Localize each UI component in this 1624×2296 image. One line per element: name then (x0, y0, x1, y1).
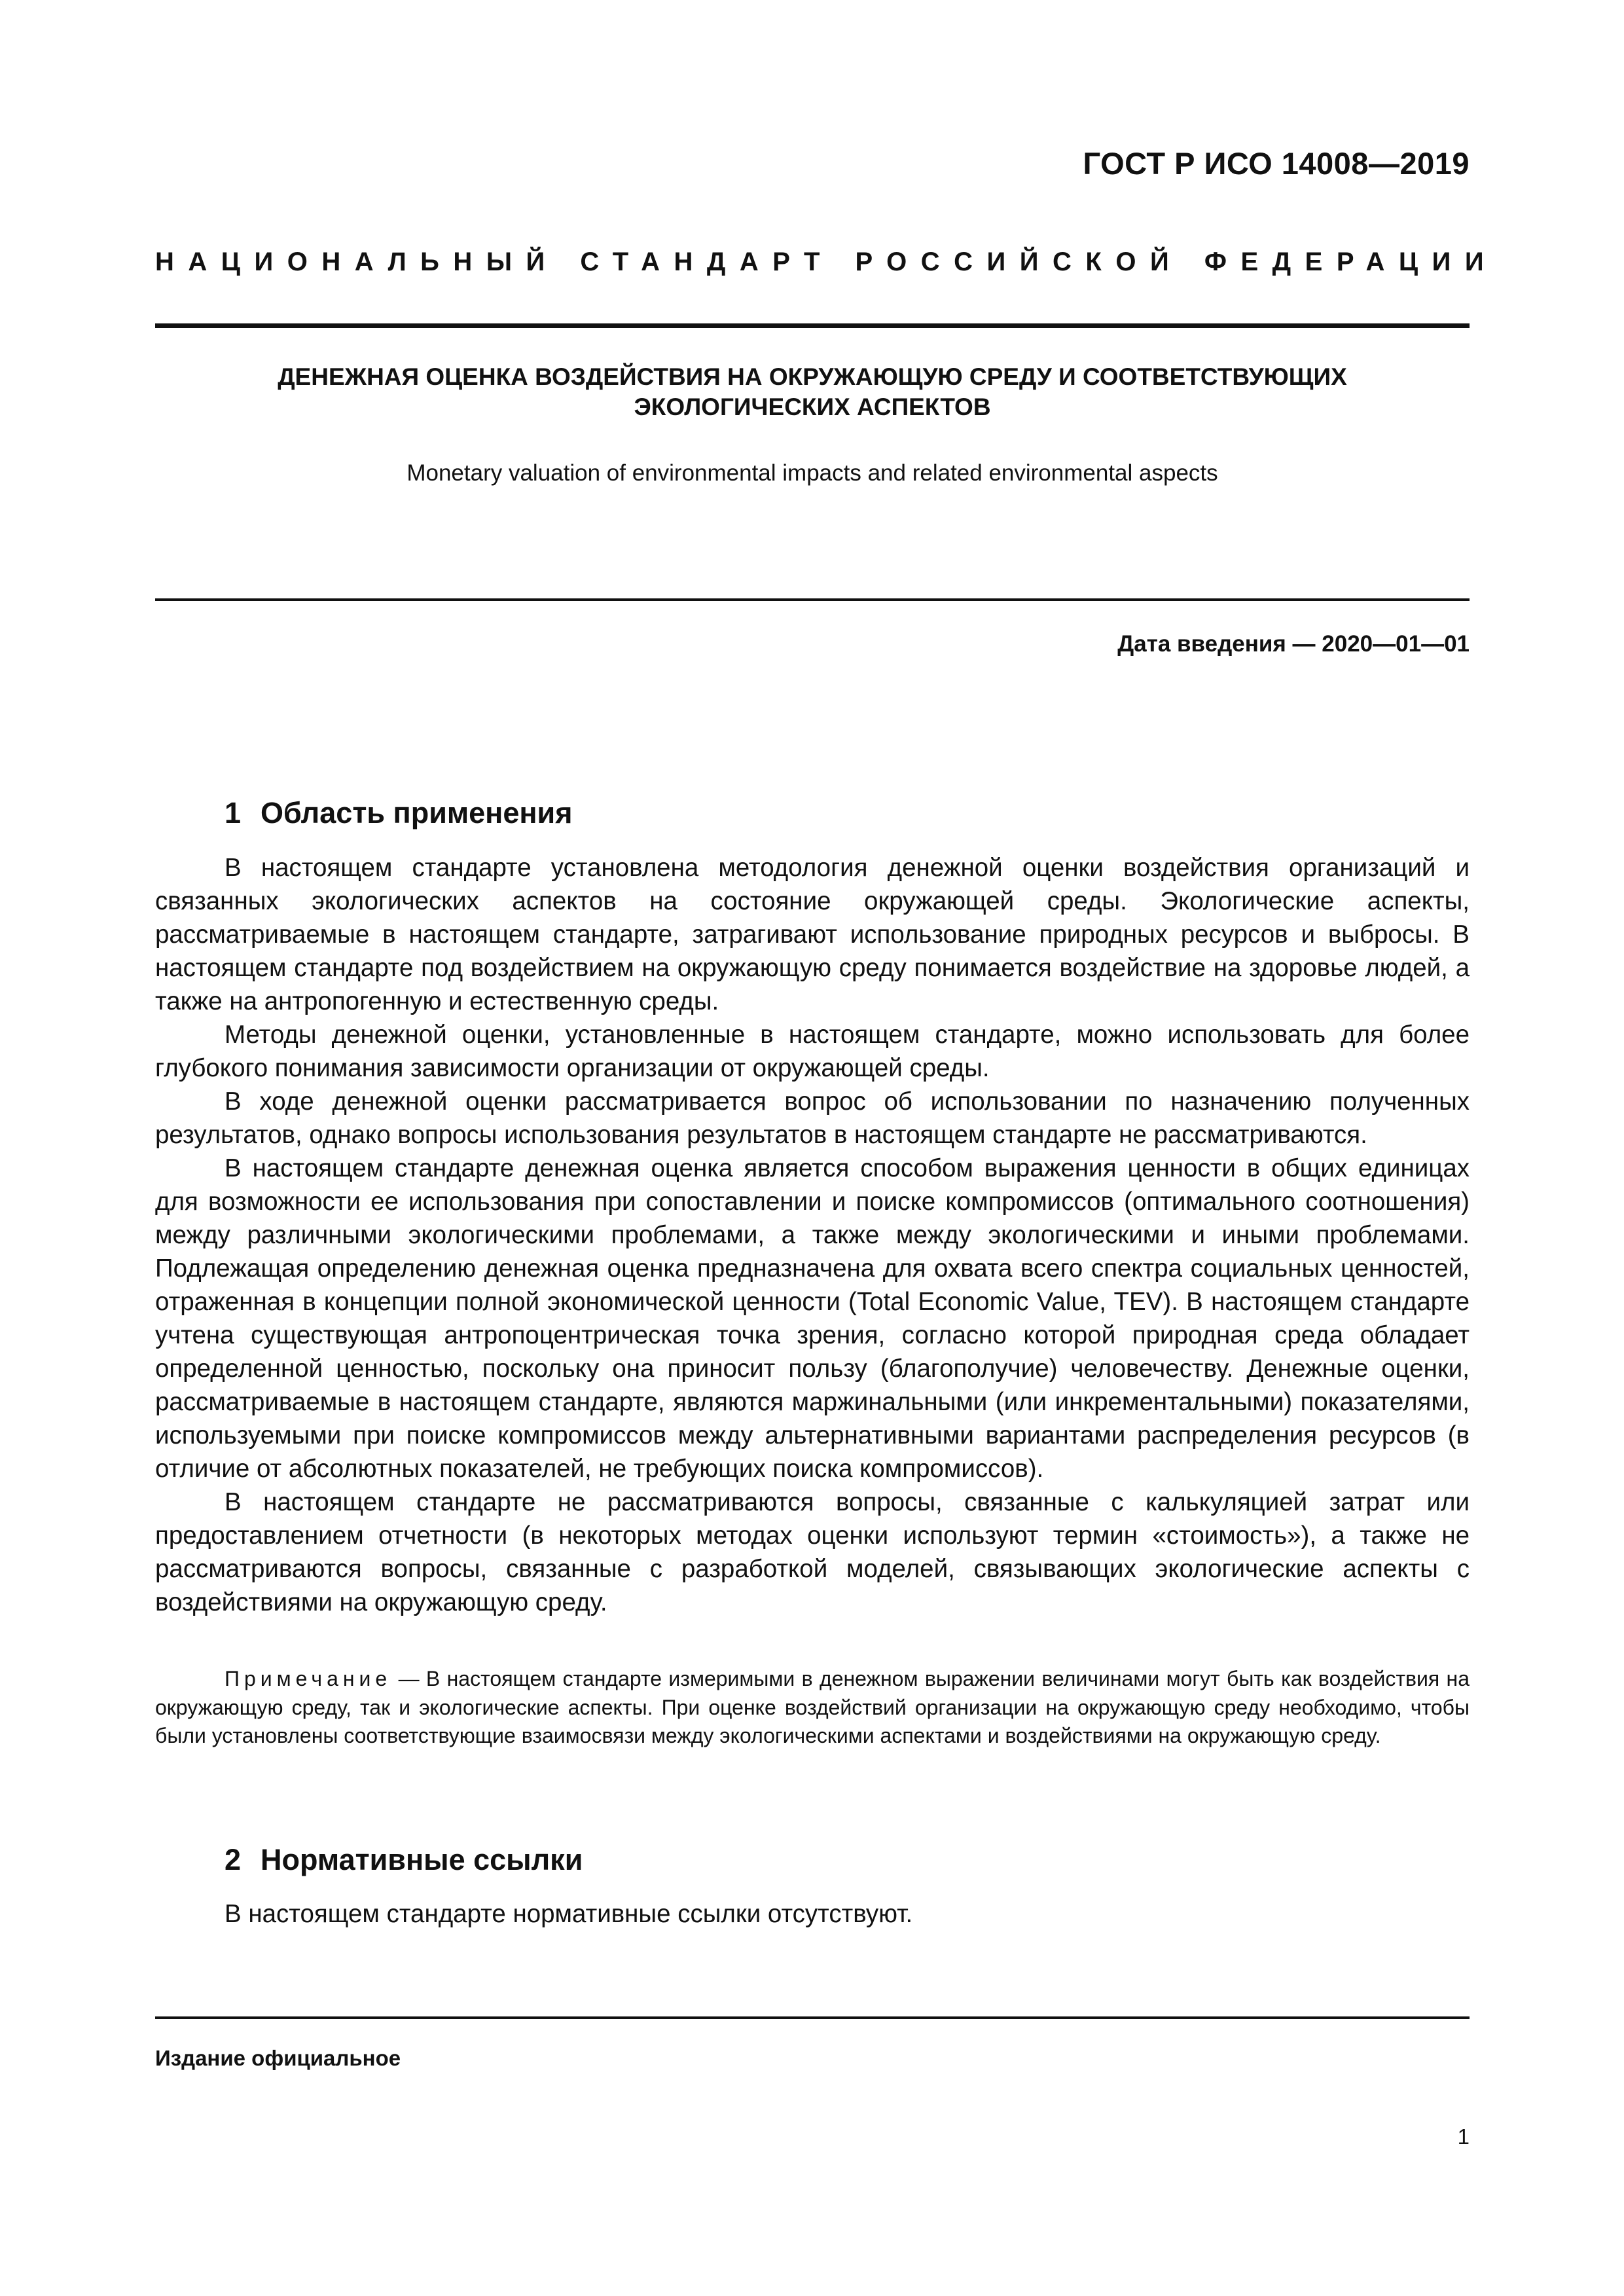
introduction-date: Дата введения — 2020—01—01 (1117, 631, 1470, 657)
section-1-body (155, 851, 1470, 1619)
footer-divider (155, 2016, 1470, 2019)
paragraph: Методы денежной оценки, установленные в настоящем стандарте, можно использовать для более глубокого понимания зависимости организации от окружающей среды. (155, 1021, 1470, 1082)
header-divider (155, 323, 1470, 328)
section-2-heading (225, 1843, 583, 1877)
section-1-note (155, 1665, 1470, 1751)
title-line-1: ДЕНЕЖНАЯ ОЦЕНКА ВОЗДЕЙСТВИЯ НА ОКРУЖАЮЩУЮ СРЕДУ И СООТВЕТСТВУЮЩИХ (278, 363, 1347, 390)
page-number: 1 (1457, 2124, 1470, 2149)
section-2-text: В настоящем стандарте нормативные ссылки отсутствуют. (225, 1900, 913, 1928)
national-standard-banner: НАЦИОНАЛЬНЫЙ СТАНДАРТ РОССИЙСКОЙ ФЕДЕРАЦИИ (155, 247, 1498, 276)
edition-label: Издание официальное (155, 2046, 401, 2070)
paragraph: В настоящем стандарте установлена методология денежной оценки воздействия организаций и связанных экологических аспектов на состояние окружающей среды. Экологические аспекты, рассматриваемые в настоящем стандарте, затрагивают использование природных ресурсов и выбросы. В настоящем стандарте под воздействием на окружающую среду понимается воздействие на здоровье людей, а также на антропогенную и естественную среды. (155, 854, 1470, 1015)
english-title: Monetary valuation of environmental impacts and related environmental aspects (406, 460, 1218, 486)
note-paragraph (155, 1665, 1470, 1751)
paragraph: В настоящем стандарте денежная оценка является способом выражения ценности в общих единицах для возможности ее использования при сопоставлении и поиске компромиссов (оптимального соотношения) между различными экологическими проблемами, а также между экологическими и иными проблемами. Подлежащая определению денежная оценка предназначена для охвата всего спектра социальных ценностей, отраженная в концепции полной экономической ценности (Total Economic Value, TEV). В настоящем стандарте учтена существующая антропоцентрическая точка зрения, согласно которой природная среда обладает определенной ценностью, поскольку она приносит пользу (благополучие) человечеству. Денежные оценки, рассматриваемые в настоящем стандарте, являются маржинальными (или инкрементальными) показателями, используемыми при поиске компромиссов между альтернативными вариантами распределения ресурсов (в отличие от абсолютных показателей, не требующих поиска компромиссов). (155, 1154, 1470, 1483)
section-1-heading (225, 796, 572, 830)
section-1-number: 1 (225, 796, 242, 829)
note-text: — В настоящем стандарте измеримыми в денежном выражении величинами могут быть как воздействия на окружающую среду, так и экологические аспекты. При оценке воздействий организации на окружающую среду необходимо, чтобы были установлены соответствующие взаимосвязи между экологическими аспектами и воздействиями на окружающую среду. (155, 1667, 1470, 1747)
note-label: Примечание (225, 1667, 392, 1690)
title-divider (155, 598, 1470, 601)
document-code: ГОСТ Р ИСО 14008—2019 (1083, 146, 1470, 181)
paragraph: В настоящем стандарте не рассматриваются вопросы, связанные с калькуляцией затрат или предоставлением отчетности (в некоторых методах оценки используют термин «стоимость»), а также не рассматриваются вопросы, связанные с разработкой моделей, связывающих экологические аспекты с воздействиями на окружающую среду. (155, 1488, 1470, 1616)
paragraph: В ходе денежной оценки рассматривается вопрос об использовании по назначению полученных результатов, однако вопросы использования результатов в настоящем стандарте не рассматриваются. (155, 1087, 1470, 1149)
section-2-title: Нормативные ссылки (261, 1843, 583, 1876)
title-line-2: ЭКОЛОГИЧЕСКИХ АСПЕКТОВ (634, 393, 991, 420)
section-1-title: Область применения (261, 796, 573, 829)
section-2-number: 2 (225, 1843, 242, 1876)
document-title (155, 362, 1470, 422)
